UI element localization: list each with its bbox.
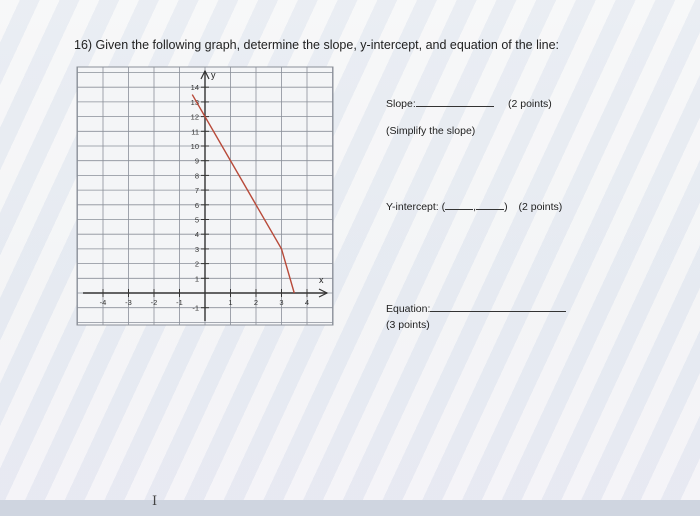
x-tick-label: -2	[150, 298, 158, 307]
slope-label: Slope:	[386, 98, 416, 110]
x-tick-label: 4	[304, 298, 310, 307]
x-tick-label: 1	[228, 298, 233, 307]
y-tick-label: -1	[192, 303, 199, 313]
y-tick-label: 11	[191, 127, 199, 137]
y-intercept-x-blank[interactable]	[445, 209, 473, 210]
slope-row	[386, 98, 494, 110]
y-tick-label: 6	[194, 200, 199, 210]
y-tick-label: 5	[194, 215, 199, 225]
x-tick-label: -4	[99, 298, 107, 307]
y-tick-label: 8	[194, 171, 199, 181]
equation-answer-blank[interactable]	[430, 311, 566, 312]
y-tick-label: 4	[194, 230, 199, 240]
y-intercept-comma: ,	[473, 201, 477, 213]
window-bottom-strip	[0, 500, 700, 516]
equation-points: (3 points)	[386, 319, 430, 331]
y-tick-label: 14	[190, 83, 199, 93]
y-intercept-points: (2 points)	[518, 201, 563, 213]
equation-row	[386, 303, 566, 315]
y-intercept-label: Y-intercept: (	[386, 201, 446, 213]
y-tick-label: 7	[194, 186, 199, 196]
simplify-note: (Simplify the slope)	[386, 125, 476, 137]
x-tick-label: 3	[279, 298, 284, 307]
question-text: 16) Given the following graph, determine the slope, y-intercept, and equation of the line:	[74, 38, 560, 52]
y-intercept-row	[386, 201, 562, 213]
x-tick-label: -1	[176, 298, 183, 307]
y-tick-label: 10	[190, 142, 199, 151]
y-intercept-y-blank[interactable]	[476, 209, 504, 210]
slope-points: (2 points)	[508, 98, 552, 110]
text-cursor-icon: I	[152, 494, 158, 509]
y-tick-label: 13	[190, 97, 199, 107]
graph-svg	[75, 65, 335, 327]
y-tick-label: 2	[194, 259, 199, 269]
equation-label: Equation:	[386, 303, 431, 315]
x-tick-label: -3	[125, 298, 132, 307]
coordinate-graph	[75, 65, 335, 332]
slope-answer-blank[interactable]	[416, 106, 494, 107]
y-tick-label: 3	[194, 244, 199, 254]
y-tick-label: 9	[194, 156, 199, 166]
y-tick-label: 12	[190, 112, 199, 122]
x-tick-label: 2	[253, 298, 259, 307]
y-axis-label: y	[211, 70, 216, 80]
y-intercept-close: )	[504, 201, 508, 213]
y-tick-label: 1	[194, 274, 199, 284]
x-axis-label: x	[319, 275, 324, 285]
